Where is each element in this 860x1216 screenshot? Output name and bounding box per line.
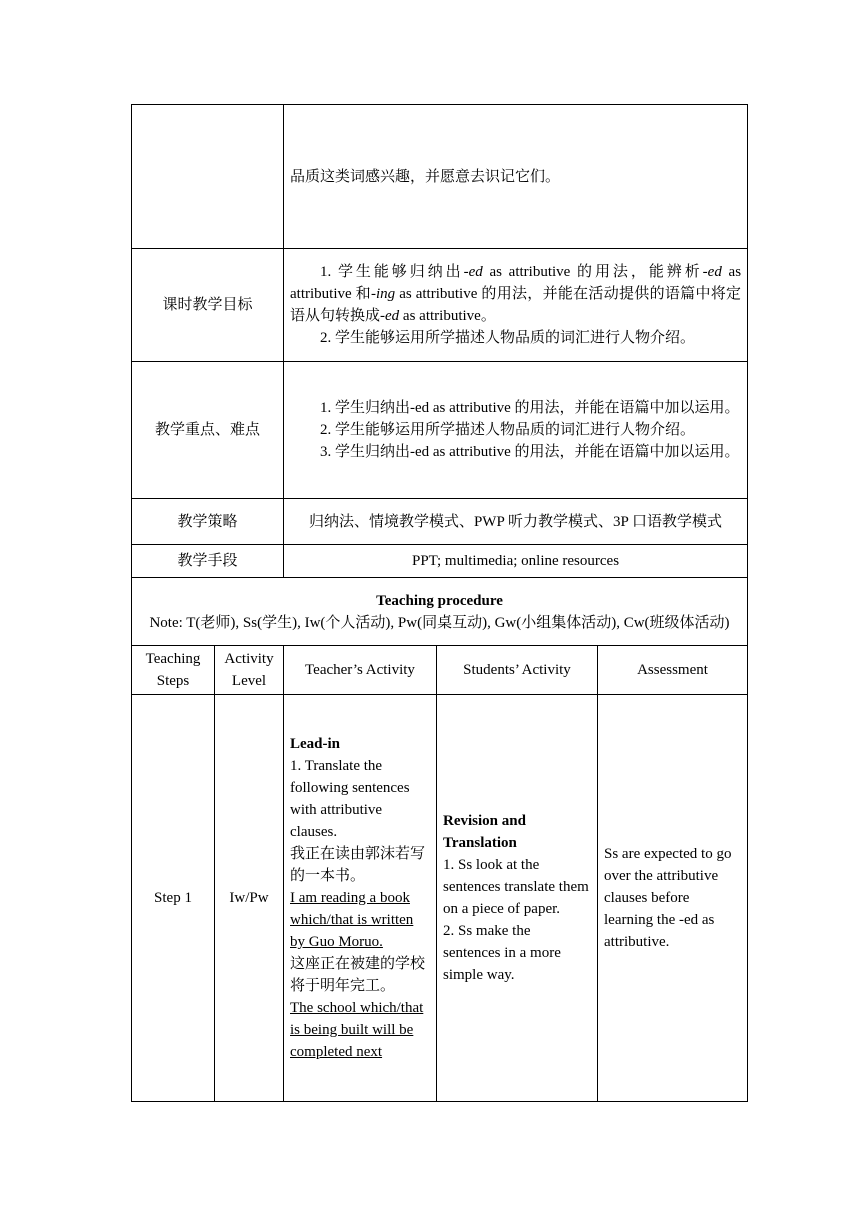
teacher-activity-line1: 1. Translate the following sentences with attributive clauses. xyxy=(290,758,410,840)
step1-label: Step 1 xyxy=(132,695,215,1102)
step1-students-activity xyxy=(437,695,598,1102)
strategy-label: 教学策略 xyxy=(132,499,284,545)
teacher-activity-en1: I am reading a book which/that is written by Guo Moruo. xyxy=(290,890,414,950)
header-teaching-steps: Teaching Steps xyxy=(132,646,215,695)
objectives-continuation-cell xyxy=(284,105,748,249)
means-label: 教学手段 xyxy=(132,545,284,578)
header-assessment: Assessment xyxy=(598,646,748,695)
lesson-objectives-label: 课时教学目标 xyxy=(132,249,284,362)
key-points-label: 教学重点、难点 xyxy=(132,362,284,499)
step1-assessment: Ss are expected to go over the attributive clauses before learning the -ed as attributive. xyxy=(598,695,748,1102)
students-activity-line1: 1. Ss look at the sentences translate them on a piece of paper. xyxy=(443,857,589,917)
key-points-content xyxy=(284,362,748,499)
objectives-continuation-text: 品质这类词感兴趣，并愿意去识记它们。 xyxy=(290,168,561,185)
teacher-activity-title: Lead-in xyxy=(290,736,341,752)
key-point-1: 1. 学生归纳出-ed as attributive 的用法，并能在语篇中加以运用。 xyxy=(320,400,740,416)
objective-item-1: 1. 学生能够归纳出-ed as attributive 的用法，能辨析-ed as attributive 和-ing as attributive 的用法，并能在活动提供的语篇中将定语从句转换成-ed as attributive。 xyxy=(290,264,742,324)
header-students-activity: Students’ Activity xyxy=(437,646,598,695)
step1-row xyxy=(132,695,748,1102)
lesson-objectives-content xyxy=(284,249,748,362)
teacher-activity-cn2: 这座正在被建的学校将于明年完工。 xyxy=(290,956,426,994)
key-point-2: 2. 学生能够运用所学描述人物品质的词汇进行人物介绍。 xyxy=(320,422,696,438)
strategy-row xyxy=(132,499,748,545)
step1-teacher-activity xyxy=(284,695,437,1102)
empty-label-cell xyxy=(132,105,284,249)
teacher-activity-cn1: 我正在读由郭沫若写的一本书。 xyxy=(290,846,426,884)
lesson-objectives-row xyxy=(132,249,748,362)
key-points-row xyxy=(132,362,748,499)
procedure-note: Note: T(老师), Ss(学生), Iw(个人活动), Pw(同桌互动), Gw(小组集体活动), Cw(班级体活动) xyxy=(149,614,730,631)
procedure-cell xyxy=(132,578,748,646)
lesson-plan-table xyxy=(131,104,748,1102)
header-activity-level: Activity Level xyxy=(215,646,284,695)
teacher-activity-en2: The school which/that is being built will be completed next xyxy=(290,1000,424,1060)
column-header-row xyxy=(132,646,748,695)
header-teacher-activity: Teacher’s Activity xyxy=(284,646,437,695)
strategy-content: 归纳法、情境教学模式、PWP 听力教学模式、3P 口语教学模式 xyxy=(284,499,748,545)
objective-item-2: 2. 学生能够运用所学描述人物品质的词汇进行人物介绍。 xyxy=(320,330,696,346)
objectives-continuation-row xyxy=(132,105,748,249)
procedure-title: Teaching procedure xyxy=(376,592,503,609)
means-row xyxy=(132,545,748,578)
means-content: PPT; multimedia; online resources xyxy=(284,545,748,578)
students-activity-line2: 2. Ss make the sentences in a more simple way. xyxy=(443,923,561,983)
students-activity-title: Revision and Translation xyxy=(443,813,526,851)
procedure-header-row xyxy=(132,578,748,646)
step1-level: Iw/Pw xyxy=(215,695,284,1102)
key-point-3: 3. 学生归纳出-ed as attributive 的用法，并能在语篇中加以运用。 xyxy=(320,444,740,460)
